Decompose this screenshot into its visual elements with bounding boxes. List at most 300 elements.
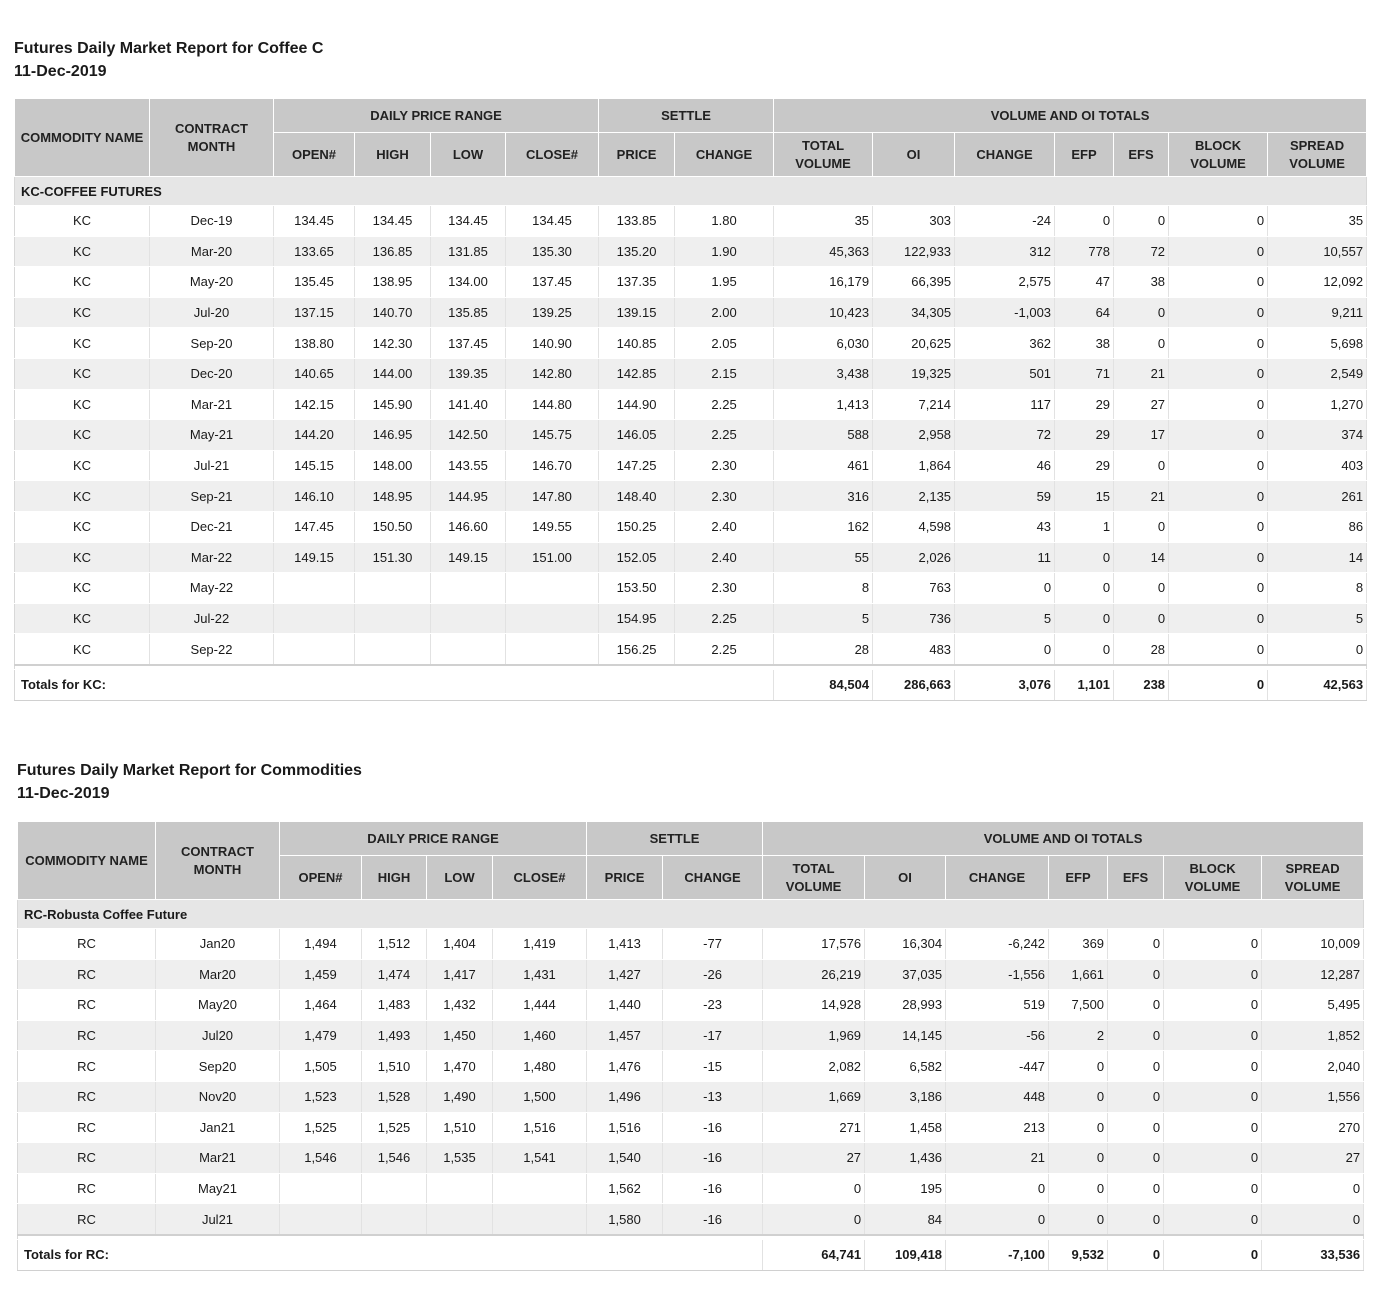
cell-efs: 0 [1108,1081,1164,1112]
cell-settle-change: -26 [663,959,763,990]
cell-oi-change: 501 [955,358,1055,389]
cell-efs: 0 [1114,603,1169,634]
total-block-volume: 0 [1164,1239,1262,1270]
table-row [18,1173,1364,1204]
header-block-volume: BLOCK VOLUME [1164,856,1262,900]
cell-settle-price: 1,580 [587,1204,663,1235]
cell-efs: 0 [1108,990,1164,1021]
cell-spread-volume: 12,287 [1262,959,1364,990]
table-row [15,236,1367,267]
cell-low: 1,490 [427,1081,493,1112]
cell-contract-month: Jul-20 [150,297,274,328]
cell-close: 140.90 [506,328,599,359]
table-row [15,603,1367,634]
cell-open: 1,459 [280,959,362,990]
cell-block-volume: 0 [1164,1173,1262,1204]
cell-settle-price: 148.40 [599,481,675,512]
cell-oi: 763 [873,573,955,604]
cell-spread-volume: 261 [1268,481,1367,512]
table-row [15,420,1367,451]
cell-settle-change: -15 [663,1051,763,1082]
cell-oi: 19,325 [873,358,955,389]
cell-total-volume: 26,219 [763,959,865,990]
header-settle: SETTLE [599,99,774,133]
cell-settle-price: 152.05 [599,542,675,573]
cell-high: 138.95 [355,267,431,298]
cell-low [427,1173,493,1204]
cell-open: 133.65 [274,236,355,267]
cell-spread-volume: 2,549 [1268,358,1367,389]
cell-spread-volume: 86 [1268,511,1367,542]
cell-commodity: KC [15,450,150,481]
cell-efs: 21 [1114,481,1169,512]
cell-contract-month: Dec-20 [150,358,274,389]
cell-spread-volume: 5 [1268,603,1367,634]
cell-settle-price: 146.05 [599,420,675,451]
cell-total-volume: 45,363 [774,236,873,267]
cell-commodity: RC [18,1112,156,1143]
cell-block-volume: 0 [1164,1143,1262,1174]
cell-high: 1,483 [362,990,427,1021]
table-row [18,1112,1364,1143]
total-volume: 64,741 [763,1239,865,1270]
cell-total-volume: 1,969 [763,1020,865,1051]
cell-total-volume: 162 [774,511,873,542]
cell-low [427,1204,493,1235]
header-price: PRICE [599,133,675,177]
cell-oi: 7,214 [873,389,955,420]
cell-open: 1,464 [280,990,362,1021]
header-close: CLOSE# [493,856,587,900]
cell-contract-month: Jul21 [156,1204,280,1235]
section-label: KC-COFFEE FUTURES [15,177,1367,206]
cell-oi-change: 43 [955,511,1055,542]
cell-low: 135.85 [431,297,506,328]
cell-contract-month: Jul-22 [150,603,274,634]
cell-close: 1,444 [493,990,587,1021]
cell-spread-volume: 1,556 [1262,1081,1364,1112]
cell-efs: 28 [1114,634,1169,665]
header-close: CLOSE# [506,133,599,177]
cell-settle-price: 140.85 [599,328,675,359]
cell-oi-change: -24 [955,206,1055,237]
total-oi-change: -7,100 [946,1239,1049,1270]
cell-efp: 0 [1049,1173,1108,1204]
cell-settle-change: 2.30 [675,450,774,481]
cell-contract-month: Jul-21 [150,450,274,481]
cell-settle-change: -16 [663,1173,763,1204]
cell-contract-month: May-21 [150,420,274,451]
cell-contract-month: Sep-20 [150,328,274,359]
cell-settle-change: -13 [663,1081,763,1112]
header-open: OPEN# [280,856,362,900]
cell-efs: 0 [1108,959,1164,990]
cell-block-volume: 0 [1169,511,1268,542]
cell-contract-month: Jan20 [156,929,280,960]
cell-efp: 778 [1055,236,1114,267]
cell-settle-change: 2.05 [675,328,774,359]
cell-high: 1,510 [362,1051,427,1082]
cell-high: 144.00 [355,358,431,389]
cell-low: 1,510 [427,1112,493,1143]
cell-efs: 0 [1108,1173,1164,1204]
cell-low [431,603,506,634]
cell-spread-volume: 1,852 [1262,1020,1364,1051]
cell-efp: 1,661 [1049,959,1108,990]
cell-oi-change: -56 [946,1020,1049,1051]
cell-settle-change: 1.80 [675,206,774,237]
table-row [15,634,1367,665]
header-commodity-name: COMMODITY NAME [15,99,150,177]
table-row [15,573,1367,604]
cell-low [431,573,506,604]
cell-contract-month: Sep-22 [150,634,274,665]
cell-oi: 20,625 [873,328,955,359]
total-oi: 286,663 [873,669,955,700]
cell-contract-month: Jul20 [156,1020,280,1051]
report-title: Futures Daily Market Report for Coffee C [14,40,324,57]
cell-spread-volume: 27 [1262,1143,1364,1174]
cell-efp: 0 [1055,634,1114,665]
cell-settle-change: 2.25 [675,420,774,451]
cell-high [362,1204,427,1235]
cell-spread-volume: 5,698 [1268,328,1367,359]
cell-efs: 14 [1114,542,1169,573]
table-row [15,328,1367,359]
cell-efs: 0 [1108,1020,1164,1051]
cell-total-volume: 271 [763,1112,865,1143]
cell-settle-change: 2.30 [675,573,774,604]
cell-close: 149.55 [506,511,599,542]
cell-oi-change: -447 [946,1051,1049,1082]
cell-open: 1,525 [280,1112,362,1143]
cell-efp: 1 [1055,511,1114,542]
cell-spread-volume: 14 [1268,542,1367,573]
cell-low: 146.60 [431,511,506,542]
cell-close [506,634,599,665]
total-efs: 0 [1108,1239,1164,1270]
cell-open: 149.15 [274,542,355,573]
cell-efs: 0 [1108,1143,1164,1174]
cell-oi-change: 0 [946,1204,1049,1235]
cell-total-volume: 1,669 [763,1081,865,1112]
cell-close: 135.30 [506,236,599,267]
totals-label: Totals for KC: [15,669,774,700]
cell-oi: 303 [873,206,955,237]
cell-block-volume: 0 [1169,420,1268,451]
robusta-coffee-report [17,759,1363,1271]
header-efp: EFP [1049,856,1108,900]
cell-efs: 72 [1114,236,1169,267]
cell-commodity: KC [15,236,150,267]
cell-commodity: KC [15,389,150,420]
cell-oi: 4,598 [873,511,955,542]
cell-efs: 0 [1108,1051,1164,1082]
table-row [18,1143,1364,1174]
cell-low [431,634,506,665]
cell-settle-price: 1,457 [587,1020,663,1051]
cell-efp: 2 [1049,1020,1108,1051]
cell-spread-volume: 403 [1268,450,1367,481]
cell-efp: 0 [1049,1081,1108,1112]
cell-contract-month: May-22 [150,573,274,604]
cell-settle-change: -16 [663,1204,763,1235]
coffee-c-report [14,37,1366,701]
cell-efp: 47 [1055,267,1114,298]
header-high: HIGH [362,856,427,900]
total-spread-volume: 42,563 [1268,669,1367,700]
cell-efp: 0 [1055,206,1114,237]
cell-efs: 27 [1114,389,1169,420]
cell-oi: 1,436 [865,1143,946,1174]
table-row [18,1081,1364,1112]
cell-oi-change: 0 [955,634,1055,665]
market-table [17,821,1364,1271]
table-row [15,511,1367,542]
cell-contract-month: Dec-21 [150,511,274,542]
header-total-volume: TOTAL VOLUME [763,856,865,900]
cell-block-volume: 0 [1169,573,1268,604]
cell-block-volume: 0 [1169,358,1268,389]
cell-oi: 14,145 [865,1020,946,1051]
header-change: CHANGE [663,856,763,900]
cell-oi-change: 117 [955,389,1055,420]
cell-block-volume: 0 [1169,267,1268,298]
cell-open: 142.15 [274,389,355,420]
cell-oi: 1,864 [873,450,955,481]
cell-settle-change: 2.30 [675,481,774,512]
cell-open [274,603,355,634]
cell-efs: 21 [1114,358,1169,389]
cell-open [280,1173,362,1204]
cell-close: 1,431 [493,959,587,990]
cell-oi-change: -6,242 [946,929,1049,960]
cell-high: 148.00 [355,450,431,481]
cell-commodity: KC [15,481,150,512]
cell-high: 150.50 [355,511,431,542]
cell-contract-month: Sep20 [156,1051,280,1082]
table-row [15,267,1367,298]
cell-low: 144.95 [431,481,506,512]
cell-oi: 6,582 [865,1051,946,1082]
table-row [18,959,1364,990]
cell-oi-change: 519 [946,990,1049,1021]
table-row [15,481,1367,512]
cell-commodity: KC [15,511,150,542]
cell-high: 1,493 [362,1020,427,1051]
cell-settle-change: -77 [663,929,763,960]
cell-block-volume: 0 [1164,990,1262,1021]
cell-settle-price: 142.85 [599,358,675,389]
cell-spread-volume: 10,557 [1268,236,1367,267]
cell-settle-price: 147.25 [599,450,675,481]
cell-total-volume: 55 [774,542,873,573]
cell-spread-volume: 9,211 [1268,297,1367,328]
cell-efp: 0 [1049,1204,1108,1235]
cell-contract-month: Mar-22 [150,542,274,573]
cell-total-volume: 3,438 [774,358,873,389]
cell-close: 145.75 [506,420,599,451]
cell-settle-change: 2.25 [675,603,774,634]
cell-total-volume: 16,179 [774,267,873,298]
total-oi: 109,418 [865,1239,946,1270]
cell-settle-change: 2.00 [675,297,774,328]
cell-total-volume: 28 [774,634,873,665]
cell-efp: 29 [1055,420,1114,451]
cell-block-volume: 0 [1164,929,1262,960]
cell-settle-change: -23 [663,990,763,1021]
header-commodity-name: COMMODITY NAME [18,822,156,900]
cell-low: 1,535 [427,1143,493,1174]
total-oi-change: 3,076 [955,669,1055,700]
header-total-volume: TOTAL VOLUME [774,133,873,177]
table-row [18,990,1364,1021]
cell-open: 145.15 [274,450,355,481]
cell-contract-month: Dec-19 [150,206,274,237]
cell-oi: 84 [865,1204,946,1235]
header-oi-change: CHANGE [946,856,1049,900]
cell-open: 1,479 [280,1020,362,1051]
cell-commodity: KC [15,206,150,237]
cell-oi-change: 11 [955,542,1055,573]
table-row [15,389,1367,420]
cell-contract-month: Mar21 [156,1143,280,1174]
cell-efs: 0 [1114,511,1169,542]
cell-commodity: KC [15,267,150,298]
cell-spread-volume: 8 [1268,573,1367,604]
cell-settle-price: 150.25 [599,511,675,542]
report-date: 11-Dec-2019 [14,63,107,80]
cell-settle-price: 133.85 [599,206,675,237]
cell-settle-price: 137.35 [599,267,675,298]
header-efs: EFS [1114,133,1169,177]
cell-high [355,603,431,634]
header-contract-month: CONTRACT MONTH [156,822,280,900]
cell-close: 1,480 [493,1051,587,1082]
cell-settle-change: 2.25 [675,389,774,420]
cell-settle-price: 139.15 [599,297,675,328]
cell-low: 1,450 [427,1020,493,1051]
cell-block-volume: 0 [1169,542,1268,573]
cell-total-volume: 2,082 [763,1051,865,1082]
cell-close [493,1173,587,1204]
table-row [18,1204,1364,1235]
cell-high: 146.95 [355,420,431,451]
cell-total-volume: 5 [774,603,873,634]
header-open: OPEN# [274,133,355,177]
cell-commodity: KC [15,634,150,665]
cell-close: 134.45 [506,206,599,237]
cell-commodity: RC [18,990,156,1021]
totals-row [18,1239,1364,1270]
cell-oi-change: 448 [946,1081,1049,1112]
header-low: LOW [427,856,493,900]
cell-spread-volume: 12,092 [1268,267,1367,298]
cell-contract-month: Nov20 [156,1081,280,1112]
total-efp: 1,101 [1055,669,1114,700]
cell-total-volume: 316 [774,481,873,512]
cell-efp: 0 [1055,542,1114,573]
cell-open: 1,546 [280,1143,362,1174]
table-row [15,297,1367,328]
table-row [15,358,1367,389]
cell-settle-price: 1,540 [587,1143,663,1174]
table-row [15,450,1367,481]
table-row [15,206,1367,237]
cell-oi-change: 0 [955,573,1055,604]
cell-close: 1,460 [493,1020,587,1051]
cell-close [493,1204,587,1235]
cell-block-volume: 0 [1169,236,1268,267]
cell-oi-change: 5 [955,603,1055,634]
cell-low: 1,404 [427,929,493,960]
totals-row [15,669,1367,700]
header-volume-oi-totals: VOLUME AND OI TOTALS [763,822,1364,856]
cell-open: 137.15 [274,297,355,328]
cell-efs: 0 [1114,573,1169,604]
cell-spread-volume: 1,270 [1268,389,1367,420]
cell-efp: 0 [1055,603,1114,634]
header-daily-price-range: DAILY PRICE RANGE [280,822,587,856]
cell-low: 1,417 [427,959,493,990]
cell-efp: 64 [1055,297,1114,328]
cell-open: 134.45 [274,206,355,237]
cell-block-volume: 0 [1164,1204,1262,1235]
cell-settle-price: 156.25 [599,634,675,665]
cell-close: 144.80 [506,389,599,420]
cell-oi: 37,035 [865,959,946,990]
table-row [18,1020,1364,1051]
cell-block-volume: 0 [1164,959,1262,990]
cell-block-volume: 0 [1164,1081,1262,1112]
cell-open: 144.20 [274,420,355,451]
cell-high [355,634,431,665]
cell-open: 140.65 [274,358,355,389]
cell-oi: 34,305 [873,297,955,328]
cell-close: 146.70 [506,450,599,481]
cell-settle-change: -16 [663,1143,763,1174]
header-efp: EFP [1055,133,1114,177]
cell-open: 147.45 [274,511,355,542]
cell-total-volume: 1,413 [774,389,873,420]
cell-close: 1,541 [493,1143,587,1174]
report-date: 11-Dec-2019 [17,785,110,802]
total-volume: 84,504 [774,669,873,700]
cell-oi-change: 72 [955,420,1055,451]
cell-efs: 38 [1114,267,1169,298]
total-block-volume: 0 [1169,669,1268,700]
cell-total-volume: 588 [774,420,873,451]
cell-spread-volume: 374 [1268,420,1367,451]
cell-close [506,603,599,634]
cell-total-volume: 8 [774,573,873,604]
cell-contract-month: Jan21 [156,1112,280,1143]
cell-spread-volume: 0 [1262,1204,1364,1235]
cell-total-volume: 0 [763,1173,865,1204]
cell-total-volume: 461 [774,450,873,481]
cell-close: 147.80 [506,481,599,512]
cell-commodity: KC [15,603,150,634]
cell-low: 143.55 [431,450,506,481]
cell-spread-volume: 0 [1268,634,1367,665]
cell-low: 137.45 [431,328,506,359]
cell-high: 1,528 [362,1081,427,1112]
cell-settle-price: 1,427 [587,959,663,990]
cell-close: 1,516 [493,1112,587,1143]
cell-low: 1,470 [427,1051,493,1082]
cell-total-volume: 14,928 [763,990,865,1021]
cell-open: 135.45 [274,267,355,298]
